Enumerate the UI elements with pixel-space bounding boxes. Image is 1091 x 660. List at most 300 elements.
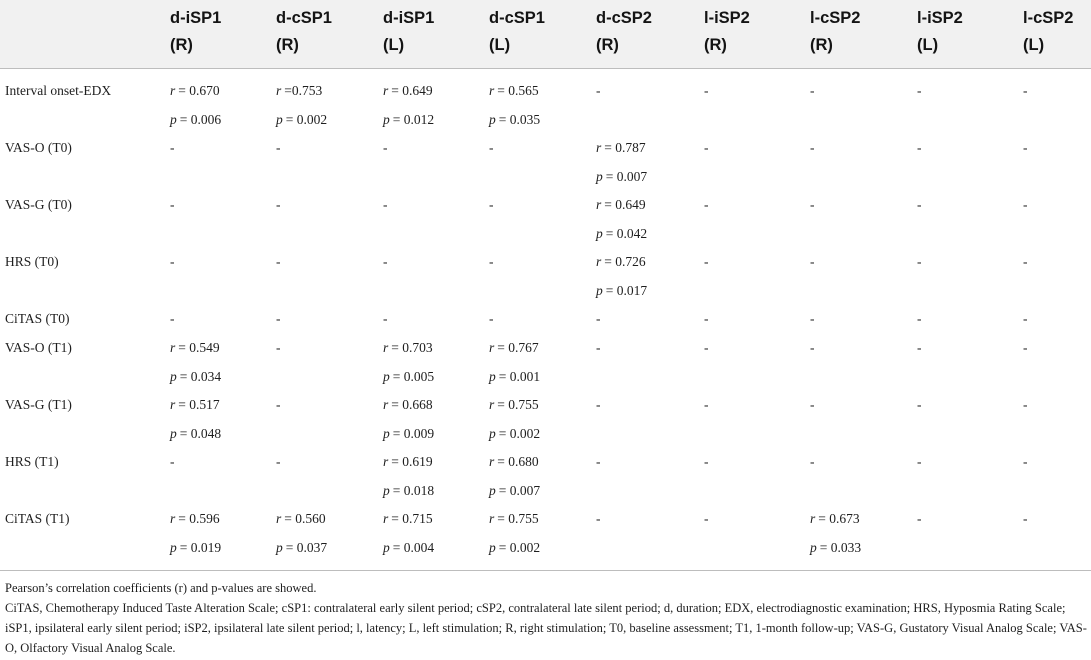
dash-value: - [1023,311,1028,326]
empty-cell [704,305,709,334]
p-value-line [489,420,540,449]
p-value: = 0.007 [498,482,541,498]
stat-cell [489,391,540,448]
dash-value: - [704,140,709,155]
r-value-line [489,391,540,420]
dash-value: - [917,511,922,526]
empty-cell [489,134,494,163]
dash-value: - [704,454,709,469]
empty-cell [276,191,281,220]
r-value-symbol: r [170,511,176,526]
dash-value: - [1023,397,1028,412]
stat-cell [170,77,221,134]
r-value: = 0.668 [391,397,433,412]
empty-cell [170,305,175,334]
empty-cell [596,505,601,534]
header-cell [489,5,545,59]
dash-value: - [704,254,709,269]
empty-cell [1023,134,1028,163]
stat-cell [596,191,647,248]
r-value: = 0.560 [284,511,326,526]
r-value-symbol: r [489,397,495,412]
r-value: = 0.767 [497,340,539,355]
empty-cell [917,134,922,163]
dash-value: - [170,197,175,212]
stat-cell [276,77,327,134]
empty-cell [704,334,709,363]
header-line2: (L) [383,36,405,54]
r-value: = 0.549 [178,340,220,355]
p-value-symbol: p [596,282,603,298]
empty-cell [170,248,175,277]
empty-cell [383,191,388,220]
header-line1: d-cSP1 [276,9,332,27]
empty-cell [810,134,815,163]
header-line2: (R) [596,36,619,54]
header-line1: d-iSP1 [383,9,435,27]
r-value-line [383,77,434,106]
header-cell [917,5,963,59]
p-value: = 0.012 [392,111,435,127]
empty-cell [1023,448,1028,477]
dash-value: - [1023,140,1028,155]
p-value-line [596,163,647,192]
r-value: = 0.619 [391,454,433,469]
p-value-line [170,420,221,449]
dash-value: - [489,254,494,269]
r-value-line [489,77,540,106]
p-value-symbol: p [489,368,496,384]
r-value-symbol: r [810,511,816,526]
dash-value: - [810,83,815,98]
empty-cell [1023,305,1028,334]
p-value-line [810,534,861,563]
r-value-symbol: r [383,83,389,98]
r-value-symbol: r [489,454,495,469]
r-value-symbol: r [596,140,602,155]
p-value-symbol: p [383,539,390,555]
dash-value: - [810,454,815,469]
empty-cell [170,134,175,163]
empty-cell [489,191,494,220]
empty-cell [810,77,815,106]
p-value: = 0.002 [498,539,541,555]
dash-value: - [170,140,175,155]
dash-value: - [489,140,494,155]
empty-cell [383,248,388,277]
dash-value: - [704,397,709,412]
empty-cell [1023,191,1028,220]
header-cell [383,5,434,59]
empty-cell [596,77,601,106]
p-value-symbol: p [489,111,496,127]
empty-cell [810,305,815,334]
p-value-line [383,106,434,135]
empty-cell [917,305,922,334]
dash-value: - [596,397,601,412]
empty-cell [489,248,494,277]
r-value-symbol: r [276,83,282,98]
r-value-symbol: r [489,340,495,355]
p-value-line [383,363,434,392]
stat-cell [489,448,540,505]
row-label: HRS (T0) [5,254,59,269]
r-value-line [383,448,434,477]
p-value-symbol: p [383,425,390,441]
empty-cell [810,334,815,363]
p-value: = 0.002 [285,111,328,127]
r-value-symbol: r [489,83,495,98]
r-value-line [276,77,327,106]
dash-value: - [704,340,709,355]
dash-value: - [596,511,601,526]
r-value-line [383,391,434,420]
r-value-symbol: r [276,511,282,526]
r-value-symbol: r [383,454,389,469]
p-value-symbol: p [810,539,817,555]
empty-cell [383,134,388,163]
dash-value: - [596,340,601,355]
empty-cell [704,505,709,534]
stat-cell [489,505,540,562]
dash-value: - [170,454,175,469]
p-value-line [276,106,327,135]
stat-cell [170,505,221,562]
dash-value: - [596,83,601,98]
empty-cell [1023,505,1028,534]
empty-cell [704,248,709,277]
p-value-symbol: p [170,539,177,555]
empty-cell [276,391,281,420]
r-value: = 0.680 [497,454,539,469]
empty-cell [704,448,709,477]
dash-value: - [276,454,281,469]
p-value: = 0.019 [179,539,222,555]
dash-value: - [917,454,922,469]
dash-value: - [810,397,815,412]
footnote-abbreviations: CiTAS, Chemotherapy Induced Taste Alteration Scale; cSP1: contralateral early silent period; cSP2, contralateral late silent period; d, duration; EDX, electrodiagnostic examination; HRS, Hyposmia Rating Scale; iSP1, ipsilateral early silent period; iSP2, ipsilateral late silent period; l, latency; L, left stimulation; R, right stimulation; T0, baseline assessment; T1, 1-month follow-up; VAS-G, Gustatory Visual Analog Scale; VAS-O, Olfactory Visual Analog Scale. [5,601,1087,655]
stat-cell [276,505,327,562]
stat-cell [596,134,647,191]
stat-cell [810,505,861,562]
dash-value: - [383,140,388,155]
table-footnotes [5,578,1087,658]
dash-value: - [596,454,601,469]
p-value: = 0.001 [498,368,541,384]
empty-cell [596,391,601,420]
dash-value: - [917,340,922,355]
r-value: = 0.565 [497,83,539,98]
row-label: VAS-G (T0) [5,197,72,212]
empty-cell [1023,248,1028,277]
dash-value: - [810,140,815,155]
r-value-line [383,334,434,363]
empty-cell [704,391,709,420]
header-cell [810,5,860,59]
p-value-symbol: p [276,539,283,555]
r-value-symbol: r [383,511,389,526]
dash-value: - [276,197,281,212]
p-value: = 0.037 [285,539,328,555]
dash-value: - [704,311,709,326]
row-label: VAS-O (T0) [5,140,72,155]
p-value-line [489,534,540,563]
empty-cell [170,191,175,220]
stat-cell [383,77,434,134]
r-value-line [170,77,221,106]
r-value-symbol: r [170,397,176,412]
header-line2: (R) [276,36,299,54]
dash-value: - [276,397,281,412]
p-value: = 0.042 [605,225,648,241]
empty-cell [489,305,494,334]
dash-value: - [704,197,709,212]
r-value-symbol: r [383,397,389,412]
empty-cell [917,77,922,106]
dash-value: - [917,83,922,98]
row-label: CiTAS (T0) [5,311,70,326]
header-line1: l-iSP2 [704,9,750,27]
r-value: = 0.517 [178,397,220,412]
r-value-line [383,505,434,534]
r-value-line [489,334,540,363]
empty-cell [917,505,922,534]
header-line1: d-cSP1 [489,9,545,27]
empty-cell [1023,391,1028,420]
p-value-symbol: p [170,368,177,384]
header-line2: (L) [489,36,511,54]
empty-cell [917,448,922,477]
r-value-symbol: r [170,340,176,355]
p-value-symbol: p [489,482,496,498]
dash-value: - [383,197,388,212]
p-value: = 0.048 [179,425,222,441]
row-label: HRS (T1) [5,454,59,469]
empty-cell [596,448,601,477]
empty-cell [276,134,281,163]
header-line1: d-iSP1 [170,9,222,27]
stat-cell [170,391,221,448]
dash-value: - [596,311,601,326]
p-value: = 0.007 [605,168,648,184]
r-value: = 0.715 [391,511,433,526]
empty-cell [917,248,922,277]
p-value-symbol: p [170,111,177,127]
dash-value: - [170,311,175,326]
dash-value: - [489,311,494,326]
p-value-line [489,363,540,392]
p-value: = 0.033 [819,539,862,555]
stat-cell [489,77,540,134]
r-value: = 0.755 [497,397,539,412]
dash-value: - [810,197,815,212]
header-cell [596,5,652,59]
p-value: = 0.009 [392,425,435,441]
r-value: = 0.673 [818,511,860,526]
stat-cell [383,391,434,448]
header-line2: (R) [704,36,727,54]
header-cell [170,5,221,59]
dash-value: - [1023,454,1028,469]
dash-value: - [276,140,281,155]
dash-value: - [1023,197,1028,212]
p-value-line [170,534,221,563]
p-value-symbol: p [276,111,283,127]
row-label: VAS-G (T1) [5,397,72,412]
dash-value: - [917,254,922,269]
p-value-line [383,477,434,506]
r-value: = 0.649 [391,83,433,98]
empty-cell [917,191,922,220]
empty-cell [917,334,922,363]
dash-value: - [917,197,922,212]
dash-value: - [276,254,281,269]
table-header [0,0,1091,69]
r-value: = 0.726 [604,254,646,269]
r-value: = 0.755 [497,511,539,526]
r-value-symbol: r [489,511,495,526]
header-line1: d-cSP2 [596,9,652,27]
empty-cell [1023,334,1028,363]
empty-cell [810,191,815,220]
dash-value: - [276,311,281,326]
p-value: = 0.002 [498,425,541,441]
table-bottom-rule [0,570,1091,571]
r-value: = 0.649 [604,197,646,212]
empty-cell [917,391,922,420]
dash-value: - [383,311,388,326]
p-value-line [170,106,221,135]
header-line1: l-cSP2 [810,9,861,27]
empty-cell [596,334,601,363]
p-value-symbol: p [596,168,603,184]
r-value: = 0.596 [178,511,220,526]
r-value-symbol: r [596,254,602,269]
dash-value: - [704,83,709,98]
r-value-line [489,448,540,477]
r-value-line [596,191,647,220]
p-value-line [383,534,434,563]
r-value-line [276,505,327,534]
header-cell [704,5,750,59]
p-value-symbol: p [489,425,496,441]
p-value-symbol: p [170,425,177,441]
empty-cell [704,134,709,163]
dash-value: - [704,511,709,526]
p-value-symbol: p [383,111,390,127]
r-value-symbol: r [170,83,176,98]
dash-value: - [1023,511,1028,526]
dash-value: - [917,140,922,155]
header-line1: l-cSP2 [1023,9,1074,27]
empty-cell [810,248,815,277]
dash-value: - [917,311,922,326]
p-value-symbol: p [383,482,390,498]
dash-value: - [1023,83,1028,98]
p-value: = 0.006 [179,111,222,127]
r-value-line [170,334,221,363]
row-label: CiTAS (T1) [5,511,70,526]
r-value-line [170,391,221,420]
p-value-line [596,220,647,249]
stat-cell [489,334,540,391]
dash-value: - [1023,340,1028,355]
p-value-symbol: p [596,225,603,241]
r-value-line [810,505,861,534]
r-value-line [489,505,540,534]
r-value-line [170,505,221,534]
dash-value: - [810,254,815,269]
empty-cell [704,77,709,106]
dash-value: - [810,340,815,355]
p-value-line [596,277,647,306]
p-value: = 0.034 [179,368,222,384]
header-line2: (L) [917,36,939,54]
r-value-symbol: r [596,197,602,212]
p-value-line [276,534,327,563]
p-value: = 0.035 [498,111,541,127]
empty-cell [276,248,281,277]
r-value-symbol: r [383,340,389,355]
empty-cell [276,334,281,363]
dash-value: - [917,397,922,412]
p-value-symbol: p [489,539,496,555]
r-value: =0.753 [284,83,323,98]
r-value: = 0.703 [391,340,433,355]
header-line1: l-iSP2 [917,9,963,27]
dash-value: - [1023,254,1028,269]
p-value: = 0.005 [392,368,435,384]
row-label: VAS-O (T1) [5,340,72,355]
p-value-line [170,363,221,392]
dash-value: - [489,197,494,212]
footnote-stats: Pearson’s correlation coefficients (r) and p-values are showed. [5,581,317,595]
empty-cell [383,305,388,334]
empty-cell [276,305,281,334]
empty-cell [276,448,281,477]
header-cell [1023,5,1073,59]
header-cell [276,5,332,59]
empty-cell [810,391,815,420]
header-line2: (R) [810,36,833,54]
p-value-line [383,420,434,449]
p-value-line [489,106,540,135]
empty-cell [170,448,175,477]
stat-cell [596,248,647,305]
stat-cell [383,334,434,391]
p-value-symbol: p [383,368,390,384]
header-line2: (R) [170,36,193,54]
p-value: = 0.017 [605,282,648,298]
p-value: = 0.018 [392,482,435,498]
empty-cell [596,305,601,334]
dash-value: - [810,311,815,326]
r-value-line [596,134,647,163]
stat-cell [170,334,221,391]
header-line2: (L) [1023,36,1045,54]
stat-cell [383,505,434,562]
dash-value: - [170,254,175,269]
dash-value: - [276,340,281,355]
dash-value: - [383,254,388,269]
stat-cell [383,448,434,505]
r-value: = 0.787 [604,140,646,155]
empty-cell [704,191,709,220]
r-value: = 0.670 [178,83,220,98]
empty-cell [810,448,815,477]
p-value-line [489,477,540,506]
empty-cell [1023,77,1028,106]
